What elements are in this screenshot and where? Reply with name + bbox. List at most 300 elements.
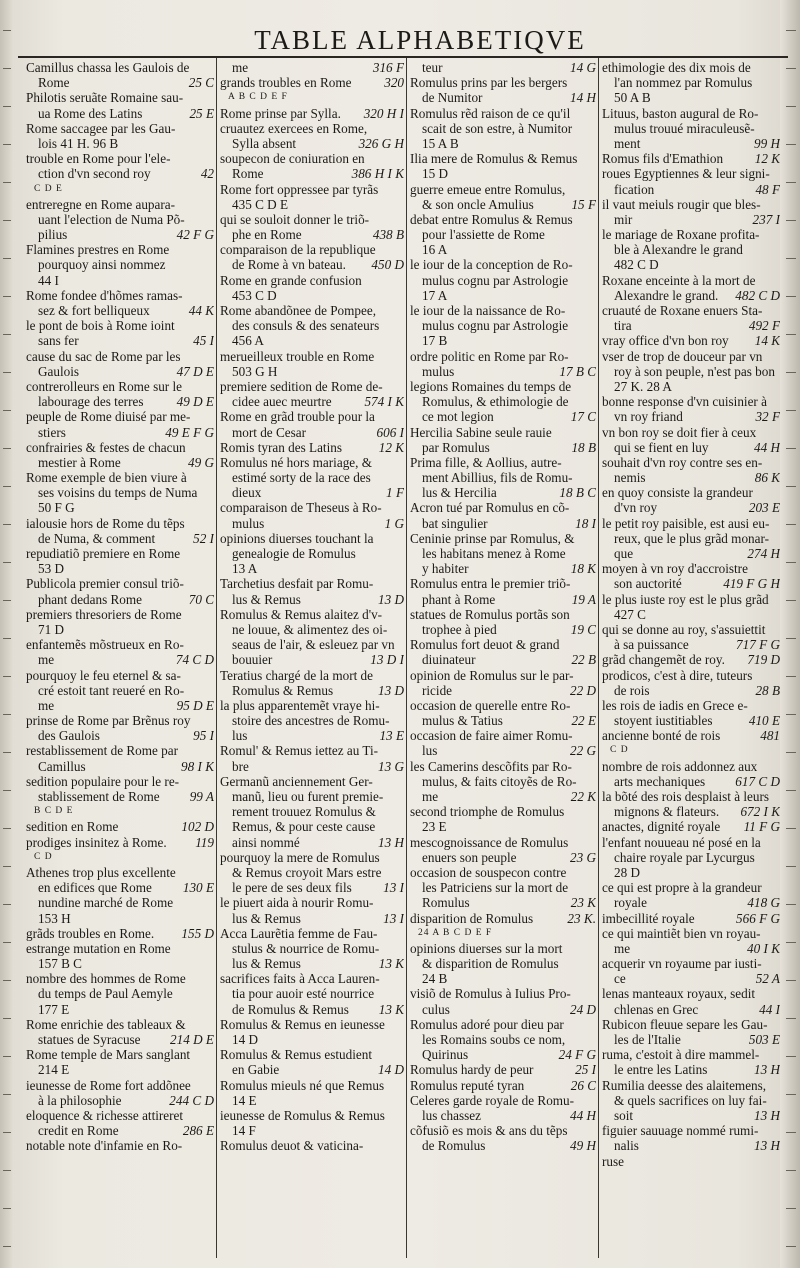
index-entry-line xyxy=(220,151,404,166)
page-reference: 28 B xyxy=(755,682,780,698)
entry-text: Romulus & Remus en ieunesse xyxy=(220,1016,385,1032)
index-entry-line xyxy=(220,652,404,667)
index-entry-line xyxy=(220,743,404,758)
entry-text: phant à Rome xyxy=(422,591,496,607)
edge-mark xyxy=(3,1094,11,1095)
index-entry-line xyxy=(26,698,214,713)
page-reference: 719 D xyxy=(747,652,780,668)
page-reference: 12 K xyxy=(754,151,780,167)
index-entry-line xyxy=(602,622,780,637)
entry-text: stoyent iustitiables xyxy=(614,713,713,729)
index-entry-line xyxy=(220,75,404,90)
index-entry-line xyxy=(26,364,214,379)
index-entry-line xyxy=(410,789,596,804)
entry-text: roues Egyptiennes & leur signi- xyxy=(602,166,770,182)
entry-text: par Romulus xyxy=(422,439,490,455)
index-entry-line xyxy=(26,971,214,986)
entry-text: cruautez exercees en Rome, xyxy=(220,120,368,136)
index-entry-line xyxy=(602,668,780,683)
entry-text: pourquoy la mere de Romulus xyxy=(220,849,380,865)
edge-mark xyxy=(3,1018,11,1019)
entry-text: 153 H xyxy=(38,910,71,926)
entry-text: royale xyxy=(614,895,647,911)
page-reference: 419 F G H xyxy=(723,576,780,592)
edge-mark xyxy=(3,524,11,525)
index-entry-line xyxy=(602,1032,780,1047)
entry-text: bre xyxy=(232,758,249,774)
entry-text: ethimologie des dix mois de xyxy=(602,60,751,75)
entry-text: Sylla absent xyxy=(232,135,297,151)
edge-mark xyxy=(786,714,796,715)
index-entry-line xyxy=(220,500,404,515)
edge-mark xyxy=(786,524,796,525)
entry-text: sez & fort belliqueux xyxy=(38,303,150,318)
index-entry-line xyxy=(220,546,404,561)
index-entry-line xyxy=(220,926,404,941)
index-entry-line xyxy=(602,1123,780,1138)
entry-text: Romulus reputé tyran xyxy=(410,1077,525,1093)
page-reference: 44 I xyxy=(759,1001,780,1017)
entry-text: soit xyxy=(614,1107,634,1123)
entry-text: C D E xyxy=(34,183,63,194)
page-reference: 24 D xyxy=(569,1001,596,1017)
index-entry-line xyxy=(220,576,404,591)
entry-text: bat singulier xyxy=(422,515,488,531)
entry-text: Athenes trop plus excellente xyxy=(26,864,176,880)
index-entry-line xyxy=(26,986,214,1001)
entry-text: bonne response d'vn cuisinier à xyxy=(602,394,767,410)
entry-text: ce qui est propre à la grandeur xyxy=(602,880,762,896)
index-entry-line xyxy=(220,911,404,926)
entry-text: vser de trop de douceur par vn xyxy=(602,348,763,364)
entry-text: mulus xyxy=(232,515,265,531)
entry-text: tia pour auoir esté nourrice xyxy=(232,986,375,1002)
entry-text: y habiter xyxy=(422,561,469,577)
index-entry-line xyxy=(410,500,596,515)
index-entry-line xyxy=(220,698,404,713)
entry-text: Rumilia deesse des alaitemens, xyxy=(602,1077,767,1093)
page-reference: 95 I xyxy=(193,728,214,744)
entry-text: labourage des terres xyxy=(38,394,144,410)
page-reference: 42 xyxy=(200,166,214,182)
index-entry-line xyxy=(410,1108,596,1123)
entry-text: 44 I xyxy=(38,272,59,288)
page-reference: 492 F xyxy=(748,318,780,334)
entry-text: statues de Romulus portãs son xyxy=(410,606,570,622)
entry-text: comparaison de la republique xyxy=(220,242,376,258)
edge-mark xyxy=(786,1132,796,1133)
entry-text: Roxane enceinte à la mort de xyxy=(602,272,756,288)
entry-text: de Numa, & comment xyxy=(38,530,156,546)
index-entry-line xyxy=(220,394,404,409)
page-reference: 13 E xyxy=(379,728,404,744)
entry-text: Rome en grãd trouble pour la xyxy=(220,409,375,425)
index-entry-line xyxy=(220,1017,404,1032)
entry-text: cõfusiõ es mois & ans du tẽps xyxy=(410,1123,568,1139)
edge-mark xyxy=(3,1132,11,1133)
entry-text: 503 G H xyxy=(232,363,278,379)
entry-text: Romulus rẽd raison de ce qu'il xyxy=(410,105,571,121)
entry-text: cruauté de Roxane enuers Sta- xyxy=(602,303,763,318)
index-entry-line xyxy=(26,713,214,728)
index-entry-line xyxy=(220,850,404,865)
entry-text: lus & Remus xyxy=(232,591,301,607)
page-reference: 13 D I xyxy=(370,652,404,668)
edge-mark xyxy=(786,980,796,981)
index-entry-line xyxy=(220,1002,404,1017)
page-reference: 25 E xyxy=(189,105,214,121)
index-entry-line xyxy=(220,333,404,348)
edge-mark xyxy=(3,904,11,905)
index-entry-line xyxy=(410,561,596,576)
edge-mark xyxy=(786,752,796,753)
index-entry-line xyxy=(410,242,596,257)
entry-text: Camillus xyxy=(38,758,86,774)
edge-mark xyxy=(3,296,11,297)
index-entry-line xyxy=(602,425,780,440)
index-entry-line xyxy=(220,197,404,212)
index-entry-line xyxy=(410,288,596,303)
index-entry-line xyxy=(26,576,214,591)
index-entry-line xyxy=(26,166,214,181)
page-reference: 503 E xyxy=(748,1032,780,1047)
page-reference: 13 H xyxy=(753,1138,780,1154)
edge-mark xyxy=(3,334,11,335)
index-entry-line xyxy=(26,212,214,227)
entry-text: sacrifices faits à Acca Lauren- xyxy=(220,971,380,987)
index-entry-line xyxy=(602,1108,780,1123)
index-entry-line xyxy=(410,1032,596,1047)
index-entry-line xyxy=(410,485,596,500)
entry-text: nombre de rois addonnez aux xyxy=(602,758,758,774)
index-entry-line xyxy=(26,531,214,546)
index-entry-line xyxy=(602,576,780,591)
index-entry-line xyxy=(26,759,214,774)
edge-mark xyxy=(786,600,796,601)
entry-text: & quels sacrifices on luy fai- xyxy=(614,1092,767,1108)
entry-text: Romulus fort deuot & grand xyxy=(410,637,560,653)
entry-text: nundine marché de Rome xyxy=(38,895,174,911)
entry-text: 14 F xyxy=(232,1123,256,1139)
entry-text: le pere de ses deux fils xyxy=(232,880,352,896)
edge-mark xyxy=(3,486,11,487)
index-entry-line xyxy=(410,166,596,181)
entry-text: mulus cognu par Astrologie xyxy=(422,272,569,288)
edge-mark xyxy=(786,334,796,335)
page-reference: 22 K xyxy=(570,789,596,804)
edge-mark xyxy=(3,144,11,145)
index-entry-line xyxy=(220,455,404,470)
index-entry-line xyxy=(220,485,404,500)
index-entry-line xyxy=(220,1032,404,1047)
entry-text: chaire royale par Lycurgus xyxy=(614,849,755,865)
page-reference: 24 F G xyxy=(558,1047,596,1063)
page-left-edge xyxy=(0,0,14,1268)
index-entry-line xyxy=(602,409,780,424)
index-entry-line xyxy=(220,986,404,1001)
edge-mark xyxy=(786,1208,796,1209)
entry-text: Rome saccagee par les Gau- xyxy=(26,120,176,136)
entry-text: de Romulus & Remus xyxy=(232,1001,349,1017)
index-entry-line xyxy=(602,774,780,789)
entry-text: vn bon roy se doit fier à ceux xyxy=(602,424,757,440)
edge-mark xyxy=(786,904,796,905)
index-entry-line xyxy=(410,728,596,743)
index-entry-line xyxy=(410,713,596,728)
index-entry-line xyxy=(220,880,404,895)
entry-text: Romulus, & ethimologie de xyxy=(422,394,569,410)
page-reference: 49 G xyxy=(187,454,214,470)
page-reference: 438 B xyxy=(372,227,404,243)
index-entry-line xyxy=(220,1047,404,1062)
index-entry-line xyxy=(26,668,214,683)
entry-text: contrerolleurs en Rome sur le xyxy=(26,378,183,394)
index-entry-line xyxy=(602,227,780,242)
index-entry-line xyxy=(26,257,214,272)
index-entry-line xyxy=(26,455,214,470)
entry-text: Germanũ anciennement Ger- xyxy=(220,773,373,789)
index-entry-line xyxy=(602,75,780,90)
index-entry-line xyxy=(410,1002,596,1017)
index-entry-line xyxy=(26,1047,214,1062)
entry-text: manũ, lieu ou furent premie- xyxy=(232,789,384,804)
edge-mark xyxy=(3,1246,11,1247)
entry-text: enuers son peuple xyxy=(422,849,517,865)
page-reference: 326 G H xyxy=(358,135,404,151)
page-reference: 214 D E xyxy=(170,1032,214,1047)
entry-text: ment Abillius, fils de Romu- xyxy=(422,470,573,486)
index-entry-line xyxy=(410,273,596,288)
index-entry-line xyxy=(220,683,404,698)
page-reference: 617 C D xyxy=(735,773,780,789)
index-entry-line xyxy=(410,835,596,850)
entry-text: notable note d'infamie en Ro- xyxy=(26,1138,183,1154)
page-reference: 45 I xyxy=(193,333,214,349)
index-entry-line xyxy=(602,637,780,652)
index-entry-line xyxy=(410,668,596,683)
entry-text: occasion de querelle entre Ro- xyxy=(410,697,571,713)
index-entry-line xyxy=(410,971,596,986)
index-entry-line xyxy=(220,273,404,288)
index-entry-line xyxy=(26,1078,214,1093)
edge-mark xyxy=(3,752,11,753)
entry-text: lus & Hercilia xyxy=(422,485,497,501)
index-entry-line xyxy=(410,576,596,591)
index-entry-line xyxy=(602,273,780,288)
index-entry-line xyxy=(26,379,214,394)
edge-mark xyxy=(3,866,11,867)
entry-text: Lituus, baston augural de Ro- xyxy=(602,105,759,121)
entry-text: 15 D xyxy=(422,166,449,182)
index-entry-line xyxy=(410,1093,596,1108)
edge-mark xyxy=(3,1056,11,1057)
entry-text: me xyxy=(422,789,439,804)
index-entry-line xyxy=(602,333,780,348)
entry-text: Romulus & Remus estudient xyxy=(220,1047,373,1063)
index-entry-line xyxy=(410,136,596,151)
entry-text: C D xyxy=(34,851,53,862)
entry-text: estrange mutation en Rome xyxy=(26,940,171,956)
page-reference: 320 xyxy=(384,75,404,91)
page-reference: 13 H xyxy=(377,834,404,850)
entry-text: lus chassez xyxy=(422,1107,481,1123)
entry-text: en Gabie xyxy=(232,1062,280,1078)
index-column-3 xyxy=(410,60,596,1258)
index-entry-line xyxy=(410,774,596,789)
index-entry-line xyxy=(602,1138,780,1153)
index-entry-line xyxy=(602,364,780,379)
index-entry-line xyxy=(220,440,404,455)
index-entry-line xyxy=(410,819,596,834)
entry-text: ialousie hors de Rome du tẽps xyxy=(26,515,185,531)
index-entry-line xyxy=(26,500,214,515)
index-entry-line xyxy=(220,379,404,394)
entry-text: Ilia mere de Romulus & Remus xyxy=(410,151,578,167)
edge-mark xyxy=(3,106,11,107)
entry-text: 50 F G xyxy=(38,500,75,516)
index-entry-line xyxy=(26,561,214,576)
entry-text: nemis xyxy=(614,470,646,486)
entry-text: ancienne bonté de rois xyxy=(602,728,721,744)
index-entry-line xyxy=(410,622,596,637)
entry-text: ce mot legion xyxy=(422,409,494,425)
edge-mark xyxy=(786,866,796,867)
entry-text: B C D E xyxy=(34,806,74,817)
entry-text: 53 D xyxy=(38,561,65,577)
index-column-4 xyxy=(602,60,780,1258)
index-entry-line xyxy=(410,865,596,880)
index-entry-line xyxy=(220,182,404,197)
edge-mark xyxy=(3,372,11,373)
entry-text: phant dedans Rome xyxy=(38,591,143,607)
page-reference: 25 I xyxy=(575,1062,596,1078)
entry-text: Romulus & Remus alaitez d'v- xyxy=(220,606,383,622)
page-reference: 42 F G xyxy=(176,227,214,243)
entry-text: genealogie de Romulus xyxy=(232,546,356,561)
index-entry-line xyxy=(602,683,780,698)
entry-text: il vaut meiuls rougir que bles- xyxy=(602,196,761,212)
page-reference: 574 I K xyxy=(364,394,404,410)
entry-text: legions Romaines du temps de xyxy=(410,378,572,394)
index-entry-line xyxy=(602,607,780,622)
index-entry-line xyxy=(26,1032,214,1047)
entry-text: les de l'Italie xyxy=(614,1032,681,1047)
page-reference: 13 I xyxy=(383,880,404,896)
page-right-edge xyxy=(780,0,800,1268)
entry-text: Rome temple de Mars sanglant xyxy=(26,1047,191,1063)
page-reference: 13 K xyxy=(378,1001,404,1017)
entry-text: merueilleux trouble en Rome xyxy=(220,348,375,364)
index-entry-line xyxy=(220,470,404,485)
index-entry-line xyxy=(220,607,404,622)
entry-text: imbecillité royale xyxy=(602,910,695,926)
entry-text: 24 A B C D E F xyxy=(418,927,493,938)
entry-text: sedition en Rome xyxy=(26,819,119,835)
entry-text: Teratius chargé de la mort de xyxy=(220,667,373,683)
entry-text: trouble en Rome pour l'ele- xyxy=(26,151,171,167)
index-entry-line xyxy=(220,409,404,424)
entry-text: le entre les Latins xyxy=(614,1062,708,1078)
entry-text: Romulus adoré pour dieu par xyxy=(410,1016,564,1032)
entry-text: en quoy consiste la grandeur xyxy=(602,485,753,501)
index-entry-line xyxy=(26,592,214,607)
edge-mark xyxy=(786,182,796,183)
entry-text: stulus & nourrice de Romu- xyxy=(232,940,380,956)
index-entry-line xyxy=(602,60,780,75)
index-entry-line xyxy=(220,1062,404,1077)
index-entry-line xyxy=(26,60,214,75)
page-reference: 23 K. xyxy=(567,910,596,926)
entry-text: Remus, & pour ceste cause xyxy=(232,819,376,835)
entry-text: de Rome à vn bateau. xyxy=(232,257,346,273)
page-reference: 23 K xyxy=(570,895,596,911)
entry-text: le petit roy paisible, est ausi eu- xyxy=(602,515,770,531)
index-entry-line xyxy=(220,425,404,440)
index-entry-line xyxy=(26,1138,214,1153)
index-entry-line xyxy=(410,1017,596,1032)
index-entry-line xyxy=(220,1078,404,1093)
entry-text: 50 A B xyxy=(614,90,651,106)
index-entry-line xyxy=(410,516,596,531)
page-reference: 13 I xyxy=(383,910,404,926)
index-entry-line xyxy=(220,288,404,303)
entry-text: mulus cognu par Astrologie xyxy=(422,318,569,334)
entry-text: Romulus & Remus xyxy=(232,682,334,698)
page-reference: 44 H xyxy=(753,439,780,455)
entry-text: Flamines prestres en Rome xyxy=(26,242,170,258)
edge-mark xyxy=(786,296,796,297)
index-entry-line xyxy=(220,941,404,956)
edge-mark xyxy=(786,828,796,829)
entry-text: scait de son estre, à Numitor xyxy=(422,120,573,136)
page-reference: 52 I xyxy=(193,530,214,546)
index-entry-line xyxy=(220,971,404,986)
index-entry-line xyxy=(26,743,214,758)
index-entry-line xyxy=(410,227,596,242)
entry-text: comparaison de Theseus à Ro- xyxy=(220,500,382,516)
entry-text: en edifices que Rome xyxy=(38,880,152,896)
page-reference: 237 I xyxy=(752,211,780,227)
index-entry-line xyxy=(26,333,214,348)
index-entry-line xyxy=(410,1062,596,1077)
entry-text: Rome exemple de bien viure à xyxy=(26,470,187,486)
index-entry-line xyxy=(26,303,214,318)
index-entry-line xyxy=(410,455,596,470)
index-entry-line xyxy=(410,425,596,440)
entry-text: restablissement de Rome par xyxy=(26,743,178,759)
index-entry-line xyxy=(220,106,404,121)
entry-text: Tarchetius desfait par Romu- xyxy=(220,576,374,592)
page-reference: 244 C D xyxy=(169,1092,214,1108)
index-entry-line xyxy=(602,500,780,515)
index-entry-line xyxy=(602,880,780,895)
entry-text: à sa puissance xyxy=(614,637,689,653)
entry-text: confrairies & festes de chacun xyxy=(26,439,186,455)
entry-text: pourquoy le feu eternel & sa- xyxy=(26,667,181,683)
index-entry-line xyxy=(26,516,214,531)
entry-text: eloquence & richesse attireret xyxy=(26,1107,184,1123)
index-entry-line xyxy=(602,698,780,713)
entry-text: Hercilia Sabine seule rauie xyxy=(410,424,552,440)
page-reference: 418 G xyxy=(747,895,780,911)
entry-text: disparition de Romulus xyxy=(410,910,534,926)
index-entry-line xyxy=(220,121,404,136)
page-reference: 14 D xyxy=(377,1062,404,1078)
entry-text: Romulus mieuls né que Remus xyxy=(220,1077,385,1093)
header-rule xyxy=(18,56,788,58)
page-reference: 19 C xyxy=(570,621,596,637)
entry-text: tira xyxy=(614,318,632,334)
